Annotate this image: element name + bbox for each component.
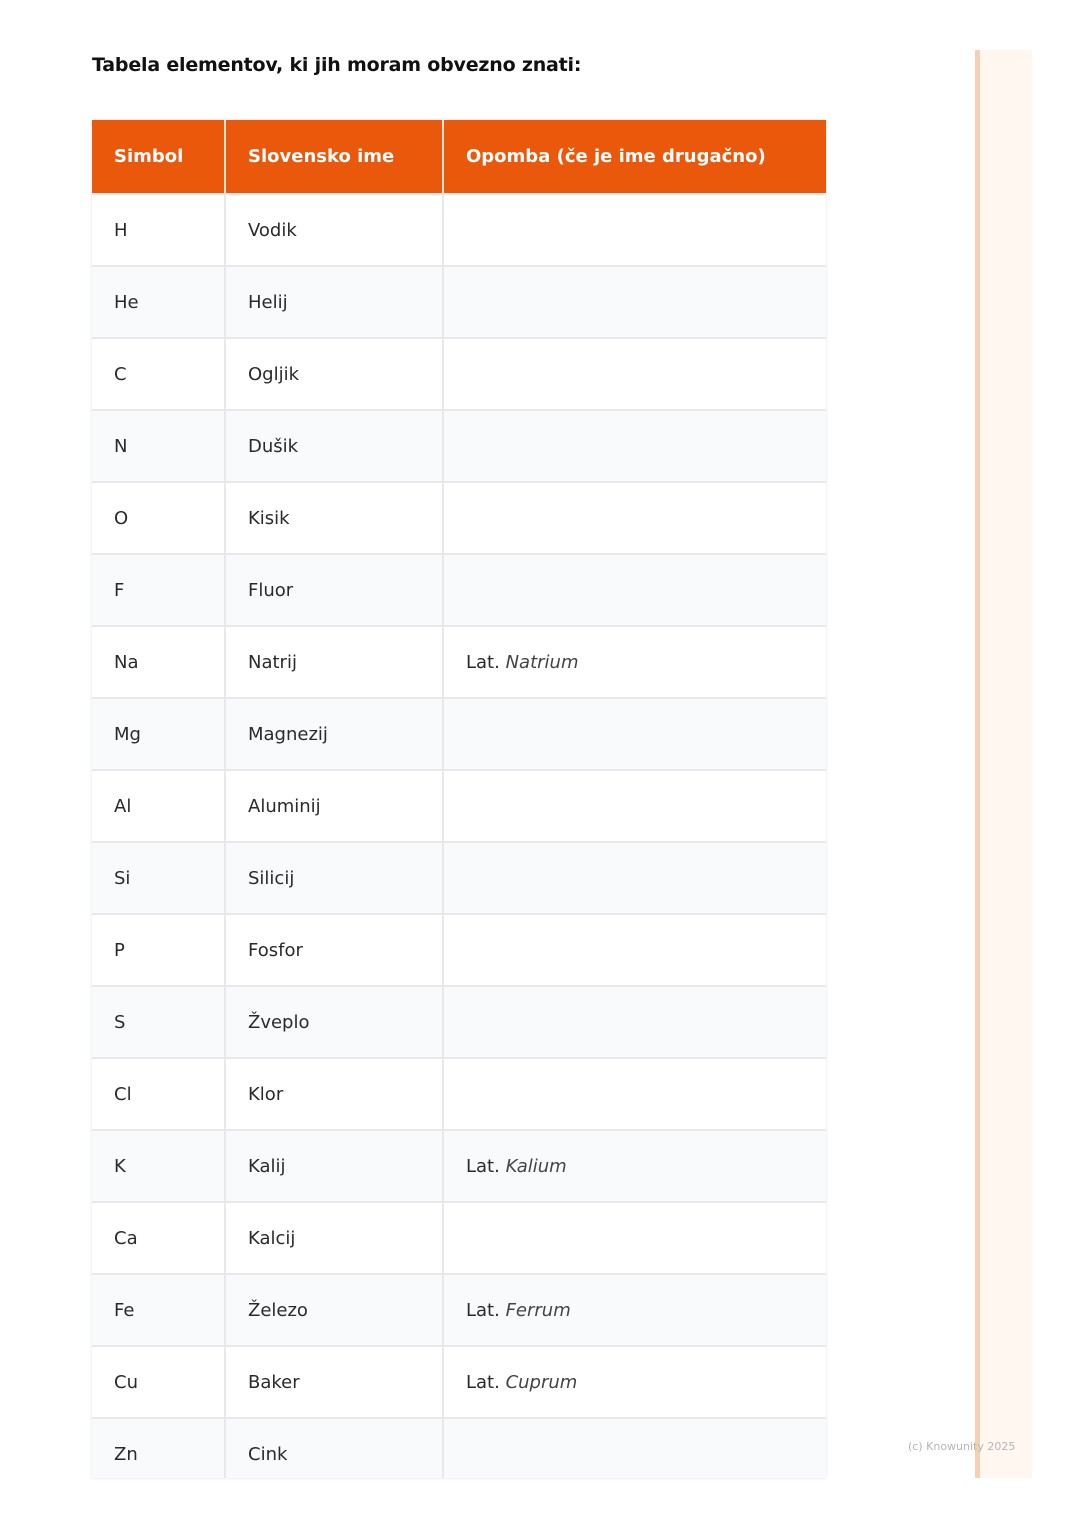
- elements-table: [92, 120, 826, 1478]
- cell-symbol: C: [92, 338, 225, 410]
- cell-note: [443, 482, 826, 554]
- cell-note: [443, 986, 826, 1058]
- table-row: [92, 842, 826, 914]
- note-latin-name: Kalium: [505, 1155, 567, 1177]
- table-row: [92, 698, 826, 770]
- cell-slovenian-name: Kalij: [225, 1130, 443, 1202]
- cell-slovenian-name: Fluor: [225, 554, 443, 626]
- header-slovenian-name: Slovensko ime: [225, 120, 443, 194]
- note-latin-name: Ferrum: [505, 1299, 571, 1321]
- table-row: [92, 1346, 826, 1418]
- cell-note: [443, 1274, 826, 1346]
- table-row: [92, 482, 826, 554]
- side-panel: [975, 50, 1032, 1478]
- table-row: [92, 554, 826, 626]
- side-accent-line: [975, 50, 980, 1478]
- note-prefix: Lat.: [466, 1155, 500, 1177]
- cell-note: [443, 194, 826, 266]
- cell-note: [443, 1058, 826, 1130]
- cell-symbol: Ca: [92, 1202, 225, 1274]
- table-row: [92, 338, 826, 410]
- cell-symbol: P: [92, 914, 225, 986]
- table-row: [92, 1058, 826, 1130]
- cell-symbol: Na: [92, 626, 225, 698]
- table-row: [92, 1274, 826, 1346]
- table-row: [92, 626, 826, 698]
- cell-note: [443, 1346, 826, 1418]
- header-symbol: Simbol: [92, 120, 225, 194]
- cell-slovenian-name: Magnezij: [225, 698, 443, 770]
- table-body: [92, 194, 826, 1478]
- cell-note: [443, 842, 826, 914]
- table-row: [92, 770, 826, 842]
- cell-note: [443, 266, 826, 338]
- cell-symbol: F: [92, 554, 225, 626]
- table-row: [92, 1202, 826, 1274]
- cell-symbol: Si: [92, 842, 225, 914]
- cell-symbol: Zn: [92, 1418, 225, 1478]
- table-row: [92, 1418, 826, 1478]
- cell-symbol: K: [92, 1130, 225, 1202]
- cell-symbol: Cu: [92, 1346, 225, 1418]
- cell-slovenian-name: Baker: [225, 1346, 443, 1418]
- table-header-row: [92, 120, 826, 194]
- table-row: [92, 194, 826, 266]
- table-row: [92, 914, 826, 986]
- cell-note: [443, 698, 826, 770]
- cell-slovenian-name: Kalcij: [225, 1202, 443, 1274]
- cell-slovenian-name: Natrij: [225, 626, 443, 698]
- cell-slovenian-name: Dušik: [225, 410, 443, 482]
- cell-symbol: Fe: [92, 1274, 225, 1346]
- copyright-footer: (c) Knowunity 2025: [908, 1440, 1016, 1453]
- note-prefix: Lat.: [466, 1371, 500, 1393]
- cell-slovenian-name: Aluminij: [225, 770, 443, 842]
- table-row: [92, 986, 826, 1058]
- cell-slovenian-name: Silicij: [225, 842, 443, 914]
- note-latin-name: Cuprum: [505, 1371, 578, 1393]
- cell-note: [443, 554, 826, 626]
- cell-note: [443, 1130, 826, 1202]
- note-prefix: Lat.: [466, 651, 500, 673]
- cell-slovenian-name: Fosfor: [225, 914, 443, 986]
- cell-note: [443, 914, 826, 986]
- cell-symbol: Cl: [92, 1058, 225, 1130]
- cell-symbol: O: [92, 482, 225, 554]
- page-title: Tabela elementov, ki jih moram obvezno znati:: [92, 54, 582, 76]
- cell-symbol: He: [92, 266, 225, 338]
- cell-slovenian-name: Ogljik: [225, 338, 443, 410]
- cell-symbol: Mg: [92, 698, 225, 770]
- cell-symbol: N: [92, 410, 225, 482]
- table-row: [92, 410, 826, 482]
- table-row: [92, 266, 826, 338]
- cell-note: [443, 626, 826, 698]
- cell-slovenian-name: Klor: [225, 1058, 443, 1130]
- cell-slovenian-name: Kisik: [225, 482, 443, 554]
- cell-slovenian-name: Železo: [225, 1274, 443, 1346]
- cell-symbol: H: [92, 194, 225, 266]
- cell-note: [443, 410, 826, 482]
- cell-slovenian-name: Cink: [225, 1418, 443, 1478]
- elements-table-container: [92, 120, 826, 1478]
- note-prefix: Lat.: [466, 1299, 500, 1321]
- cell-slovenian-name: Žveplo: [225, 986, 443, 1058]
- header-note: Opomba (če je ime drugačno): [443, 120, 826, 194]
- table-row: [92, 1130, 826, 1202]
- cell-symbol: Al: [92, 770, 225, 842]
- cell-note: [443, 1202, 826, 1274]
- cell-note: [443, 338, 826, 410]
- cell-symbol: S: [92, 986, 225, 1058]
- cell-slovenian-name: Helij: [225, 266, 443, 338]
- note-latin-name: Natrium: [505, 651, 579, 673]
- cell-slovenian-name: Vodik: [225, 194, 443, 266]
- cell-note: [443, 770, 826, 842]
- cell-note: [443, 1418, 826, 1478]
